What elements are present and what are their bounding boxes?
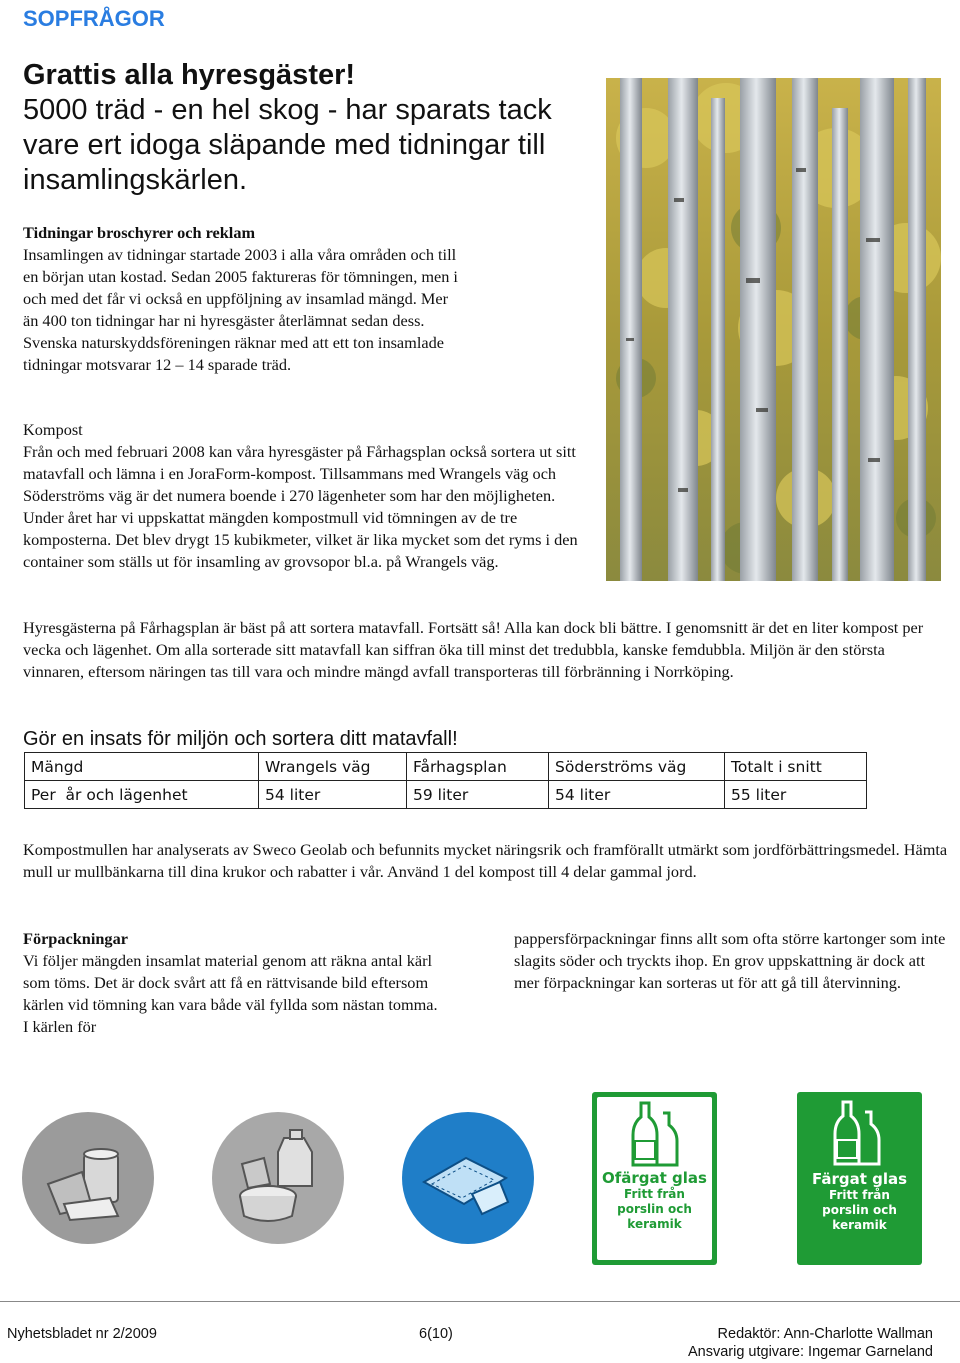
- kompost-section: [23, 419, 583, 573]
- birch-forest-photo: [606, 78, 941, 581]
- colored-glass-icon: [829, 1100, 885, 1166]
- table-cell: 54 liter: [259, 781, 407, 809]
- footer-publisher: Ansvarig utgivare: Ingemar Garneland: [687, 1344, 933, 1360]
- headline: [23, 58, 603, 198]
- table-row: [25, 781, 867, 809]
- tidningar-title: Tidningar broschyrer och reklam: [23, 223, 256, 242]
- kompostmull-paragraph: Kompostmullen har analyserats av Sweco Geolab och befunnits mycket näringsrik och framförallt utmärkt som jordförbättringsmedel. Hämta mull ur mullbänkarna till dina krukor och rabatter i vår. Använd 1 del kompost till 4 delar gammal jord.: [23, 840, 948, 881]
- forpackningar-body-1: Vi följer mängden insamlat material genom att räkna antal kärl som töms. Det är dock svårt att få en rättvisande bild eftersom kärlen vid tömning kan vara både väl fyllda som nästan tomma. I kärlen för: [23, 951, 438, 1036]
- table-header-cell: Wrangels väg: [259, 753, 407, 781]
- table-header-cell: Fårhagsplan: [407, 753, 549, 781]
- fargat-sub2: porslin och: [822, 1203, 897, 1217]
- forpackningar-col1: [23, 928, 443, 1038]
- table-cell: 55 liter: [725, 781, 867, 809]
- ofargat-sub1: Fritt från: [624, 1187, 685, 1201]
- plastic-packaging-icon: [212, 1112, 344, 1244]
- ofargat-glas-sign: [592, 1092, 717, 1265]
- table-cell: 59 liter: [407, 781, 549, 809]
- tidningar-section: [23, 222, 463, 376]
- fargat-sub3: keramik: [832, 1218, 887, 1232]
- ofargat-sub2: porslin och: [617, 1202, 692, 1216]
- headline-subtitle: 5000 träd - en hel skog - har sparats tack vare ert idoga släpande med tidningar till insamlingskärlen.: [23, 94, 552, 196]
- footer-editor: Redaktör: Ann-Charlotte Wallman: [717, 1326, 933, 1342]
- fargat-title: Färgat glas: [811, 1170, 908, 1188]
- hyresgasterna-paragraph: Hyresgästerna på Fårhagsplan är bäst på att sortera matavfall. Fortsätt så! Alla kan dock bli bättre. I genomsnitt är det en liter kompost per vecka och lägenhet. Om alla sorterade sitt matavfall kan siffran öka till minst det tredubbla, kanske femdubbla. Miljön är den största vinnaren, eftersom näringen tas till vara och mindre mängd avfall transporteras till förbränning i Norrköping.: [23, 618, 924, 681]
- metal-packaging-icon: [22, 1112, 154, 1244]
- ofargat-sub3: keramik: [627, 1217, 682, 1231]
- table-header-row: [25, 753, 867, 781]
- uncolored-glass-icon: [627, 1101, 683, 1167]
- insats-heading: Gör en insats för miljön och sortera ditt matavfall!: [23, 728, 458, 750]
- compost-table: [24, 752, 867, 809]
- table-cell: 54 liter: [549, 781, 725, 809]
- table-header-cell: Söderströms väg: [549, 753, 725, 781]
- fargat-sub1: Fritt från: [829, 1188, 890, 1202]
- table-header-cell: Mängd: [25, 753, 259, 781]
- tidningar-body: Insamlingen av tidningar startade 2003 i alla våra områden och till en början utan kostad. Sedan 2005 faktureras för tömningen, men i och med det får vi också en uppföljning av insamlad mängd. Mer än 400 ton tidningar har ni hyresgäster återlämnat sedan dess. Svenska naturskyddsföreningen räknar med att ett ton insamlade tidningar motsvarar 12 – 14 sparade träd.: [23, 245, 458, 374]
- kompost-title: Kompost: [23, 420, 83, 439]
- footer-publication: Nyhetsbladet nr 2/2009: [7, 1326, 157, 1342]
- table-cell: Per år och lägenhet: [25, 781, 259, 809]
- footer-page-number: 6(10): [419, 1326, 453, 1342]
- footer-divider: [0, 1301, 960, 1302]
- section-title: SOPFRÅGOR: [23, 6, 165, 31]
- kompost-body: Från och med februari 2008 kan våra hyresgäster på Fårhagsplan också sortera ut sitt matavfall och lämna i en JoraForm-kompost. Tillsammans med Wrangels väg och Söderströms väg är det numera boende i 270 lägenheter som har den möjligheten. Under året har vi uppskattat mängden kompostmull vid tömningen av de tre komposterna. Det blev drygt 15 kubikmeter, vilket är lika mycket som det ryms i den container som ställs ut för insamling av grovsopor bl.a. på Wrangels väg.: [23, 442, 578, 571]
- forpackningar-title: Förpackningar: [23, 929, 128, 948]
- fargat-glas-sign: [797, 1092, 922, 1265]
- table-header-cell: Totalt i snitt: [725, 753, 867, 781]
- forpackningar-col2: pappersförpackningar finns allt som ofta större kartonger som inte slagits söder och tryckts ihop. En grov uppskattning är dock att mer förpackningar kan sorteras ut för att gå till återvinning.: [514, 929, 946, 992]
- headline-title: Grattis alla hyresgäster!: [23, 59, 356, 91]
- paper-packaging-icon: [402, 1112, 534, 1244]
- ofargat-title: Ofärgat glas: [602, 1169, 707, 1187]
